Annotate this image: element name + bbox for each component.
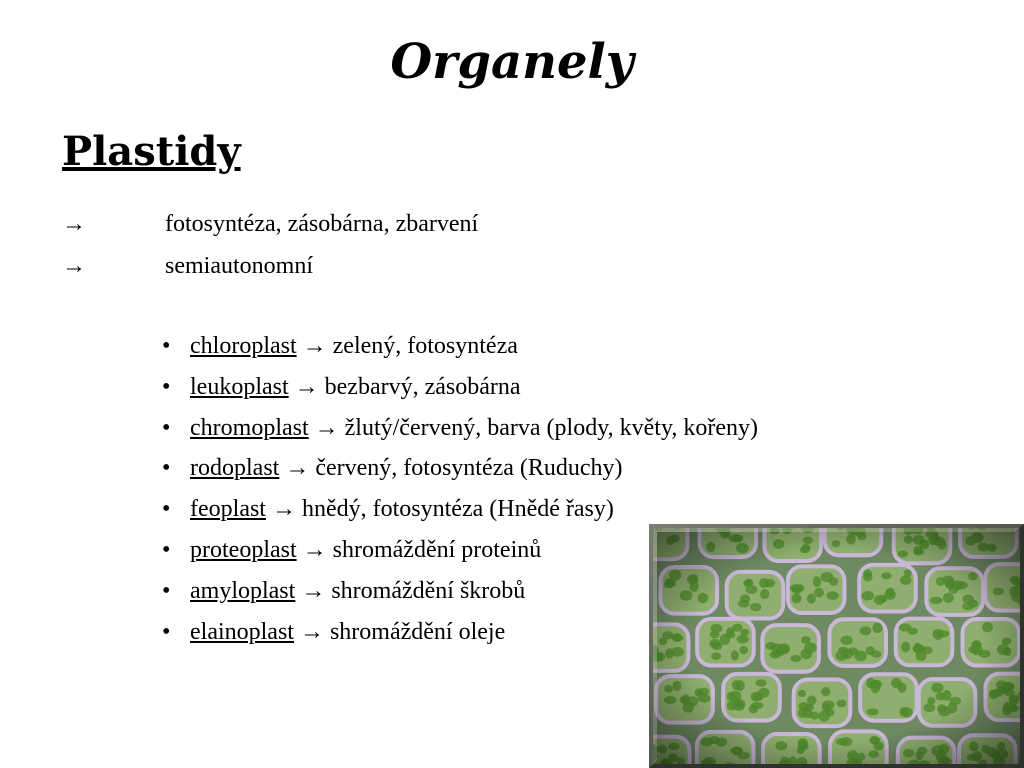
arrow-line <box>62 210 478 238</box>
plastid-description: → hnědý, fotosyntéza (Hnědé řasy) <box>271 496 614 523</box>
bullet-icon: • <box>162 414 171 441</box>
arrow-line-text: fotosyntéza, zásobárna, zbarvení <box>165 211 479 237</box>
micrograph-image <box>649 524 1024 768</box>
list-item <box>162 373 758 414</box>
plastid-term: feoplast <box>190 496 266 523</box>
arrow-icon: → <box>62 253 86 279</box>
plastid-description: → žlutý/červený, barva (plody, květy, kořeny) <box>314 414 759 441</box>
plastid-term: chloroplast <box>190 333 297 359</box>
plastid-term: amyloplast <box>190 577 296 604</box>
list-item <box>162 414 758 455</box>
bullet-icon: • <box>162 618 171 645</box>
plastid-description: → bezbarvý, zásobárna <box>294 373 521 400</box>
bullet-icon: • <box>162 333 171 359</box>
arrow-line <box>62 252 313 280</box>
plastid-term: leukoplast <box>190 373 289 400</box>
plastid-term: rodoplast <box>190 455 280 482</box>
plastid-description: → shromáždění proteinů <box>302 536 542 563</box>
bullet-icon: • <box>162 455 171 482</box>
bullet-icon: • <box>162 536 171 563</box>
section-heading: Plastidy <box>62 128 241 175</box>
slide-title: Organely <box>390 34 634 90</box>
plastid-description: → shromáždění oleje <box>299 618 506 645</box>
bullet-icon: • <box>162 373 171 400</box>
plant-cell-micrograph <box>649 524 1024 768</box>
plastid-description: → zelený, fotosyntéza <box>302 333 518 359</box>
arrow-icon: → <box>62 211 86 237</box>
list-item <box>162 332 758 373</box>
arrow-line-text: semiautonomní <box>165 253 313 279</box>
plastid-term: proteoplast <box>190 536 297 563</box>
bullet-icon: • <box>162 577 171 604</box>
list-item <box>162 454 758 495</box>
bullet-icon: • <box>162 496 171 523</box>
plastid-description: → shromáždění škrobů <box>301 577 526 604</box>
plastid-description: → červený, fotosyntéza (Ruduchy) <box>285 455 623 482</box>
plastid-term: chromoplast <box>190 414 309 441</box>
plastid-term: elainoplast <box>190 618 294 645</box>
